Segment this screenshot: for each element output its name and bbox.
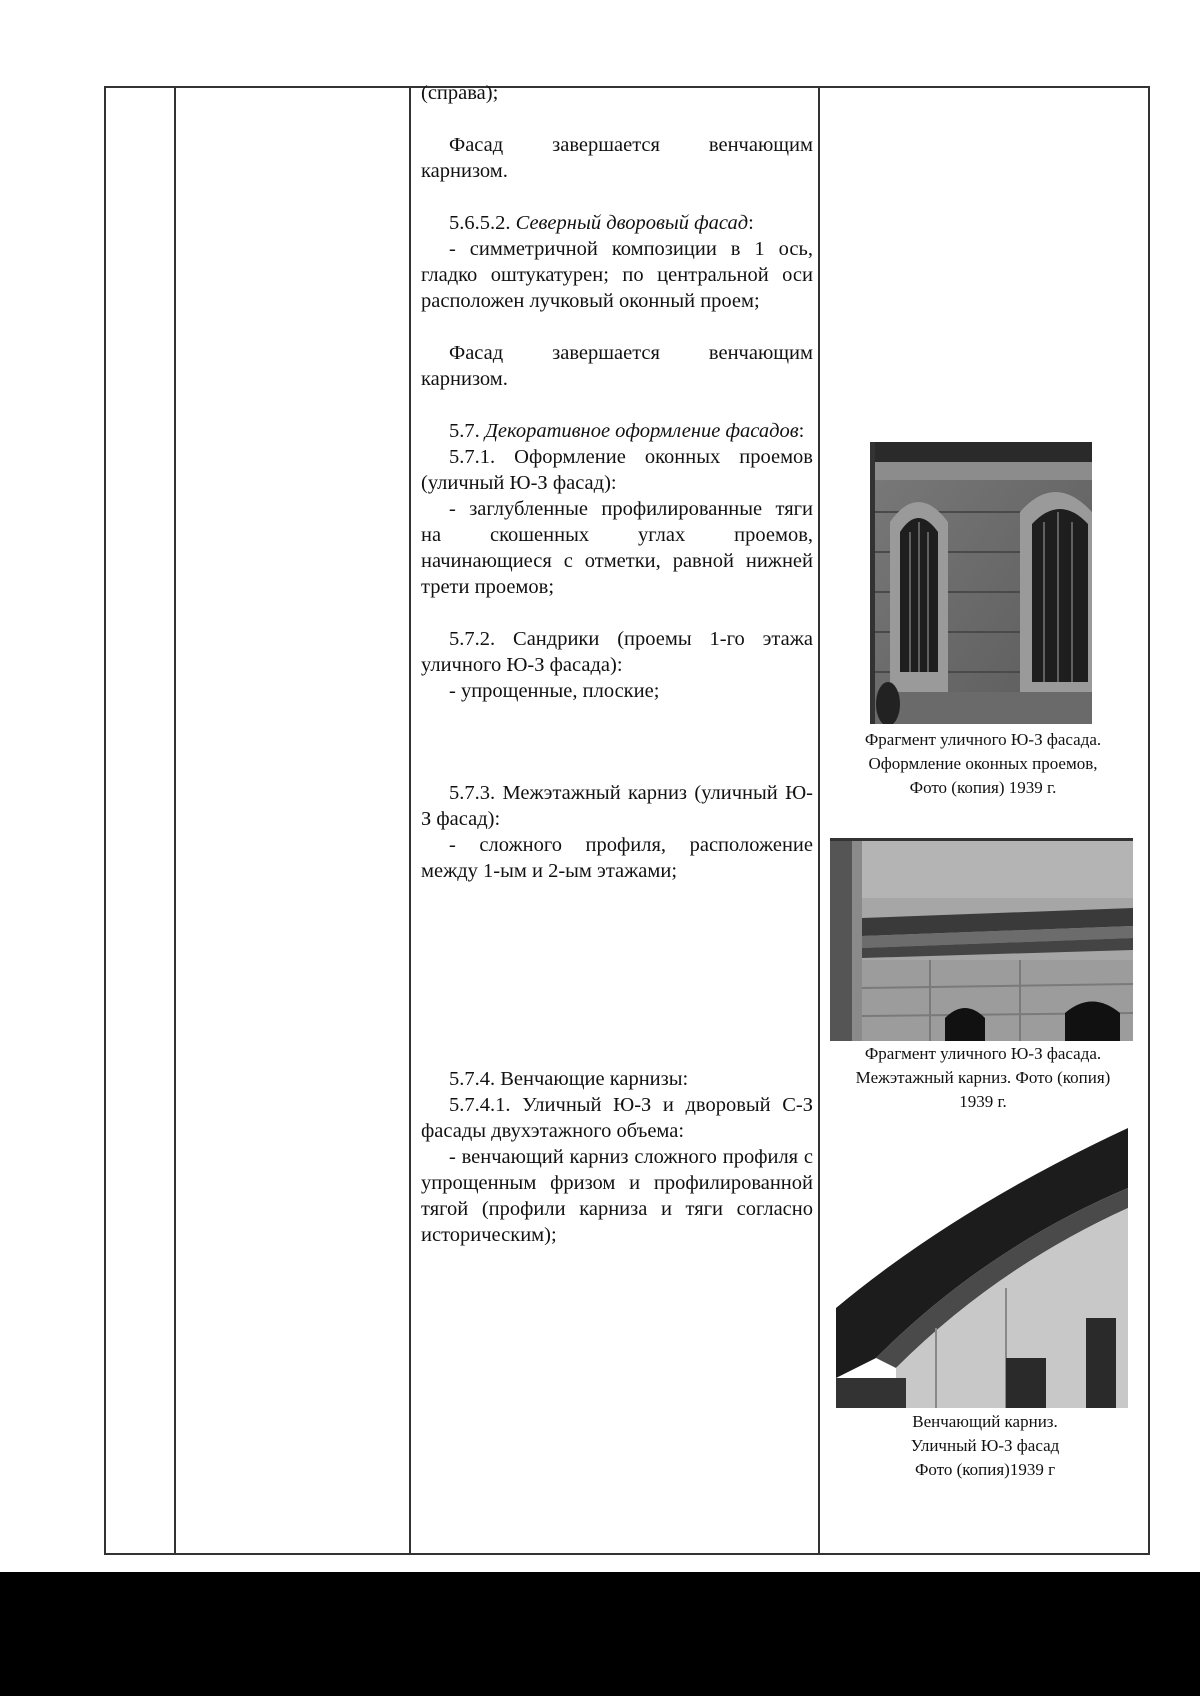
text-paragraph: 5.7.2. Сандрики (проемы 1-го этажа уличного Ю-З фасада): <box>421 628 813 676</box>
photo-caption-interfloor-cornice <box>826 1042 1140 1114</box>
caption-line: Уличный Ю-З фасад <box>910 1436 1060 1455</box>
text-paragraph: 5.7.4.1. Уличный Ю-З и дворовый С-З фасады двухэтажного объема: <box>421 1094 813 1142</box>
photo-caption-window-openings <box>828 728 1138 800</box>
section-title: Декоративное оформление фасадов <box>484 420 799 442</box>
photo-caption-crowning-cornice <box>840 1410 1130 1482</box>
photo-window-openings <box>870 442 1092 724</box>
caption-line: Межэтажный карниз. Фото (копия) <box>855 1068 1111 1087</box>
photo-crowning-cornice <box>836 1128 1128 1408</box>
caption-line: Оформление оконных проемов, <box>868 754 1098 773</box>
caption-line: Фрагмент уличного Ю-З фасада. <box>864 730 1102 749</box>
text-paragraph: - симметричной композиции в 1 ось, гладко оштукатурен; по центральной оси расположен лучковый оконный проем; <box>421 238 813 312</box>
colon: : <box>798 420 805 442</box>
section-number: 5.7. <box>449 420 485 442</box>
caption-line: 1939 г. <box>959 1092 1007 1111</box>
table-column-divider-3 <box>818 86 820 1555</box>
section-heading-5-6-5-2 <box>421 210 813 236</box>
caption-line: Венчающий карниз. <box>912 1412 1058 1431</box>
table-right-border <box>1148 86 1150 1555</box>
text-paragraph: (справа); <box>421 82 499 104</box>
table-column-divider-2 <box>409 86 411 1555</box>
text-paragraph: 5.7.1. Оформление оконных проемов (уличный Ю-З фасад): <box>421 446 813 494</box>
text-paragraph: - венчающий карниз сложного профиля с упрощенным фризом и профилированной тягой (профили карниза и тяги согласно историческим); <box>421 1146 813 1246</box>
table-column-divider-1 <box>174 86 176 1555</box>
caption-line: Фрагмент уличного Ю-З фасада. <box>864 1044 1102 1063</box>
text-paragraph: - упрощенные, плоские; <box>449 680 660 702</box>
table-left-border <box>104 86 106 1555</box>
section-number: 5.6.5.2. <box>449 212 516 234</box>
description-text-column <box>421 80 813 1248</box>
scan-bottom-edge <box>0 1572 1200 1696</box>
text-paragraph: - сложного профиля, расположение между 1-ым и 2-ым этажами; <box>421 834 813 882</box>
text-paragraph: Фасад завершается венчающим карнизом. <box>421 342 813 390</box>
caption-line: Фото (копия)1939 г <box>914 1460 1056 1479</box>
section-title: Северный дворовый фасад <box>515 212 749 234</box>
text-paragraph: Фасад завершается венчающим карнизом. <box>421 134 813 182</box>
text-paragraph: - заглубленные профилированные тяги на скошенных углах проемов, начинающиеся с отметки, равной нижней трети проемов; <box>421 498 813 598</box>
caption-line: Фото (копия) 1939 г. <box>909 778 1057 797</box>
table-bottom-border <box>104 1553 1150 1555</box>
text-paragraph: 5.7.3. Межэтажный карниз (уличный Ю-З фасад): <box>421 782 813 830</box>
photo-interfloor-cornice <box>830 838 1133 1041</box>
section-heading-5-7 <box>421 418 813 444</box>
text-paragraph: 5.7.4. Венчающие карнизы: <box>449 1068 689 1090</box>
colon: : <box>748 212 754 234</box>
